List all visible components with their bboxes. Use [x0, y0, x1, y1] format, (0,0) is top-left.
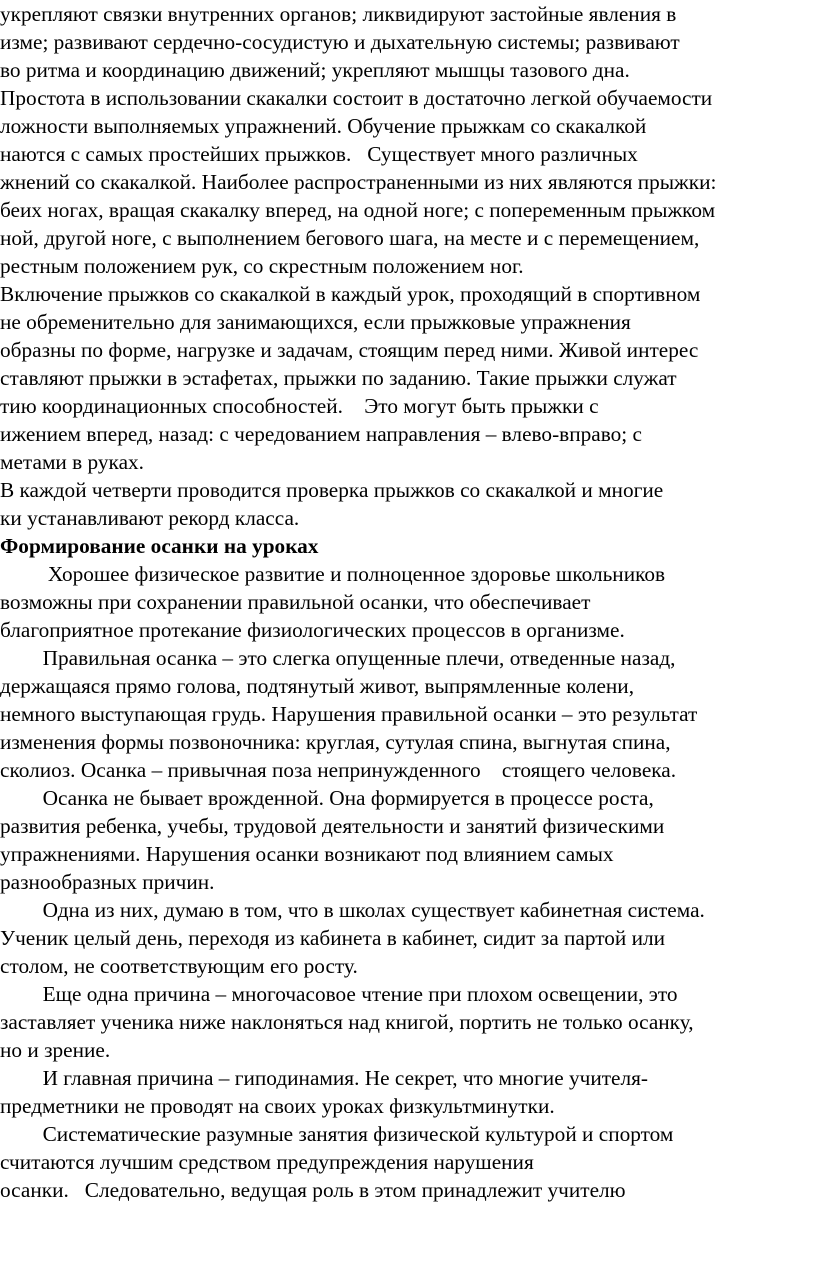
text-line: Одна из них, думаю в том, что в школах существует кабинетная система. [0, 898, 705, 922]
text-line: во ритма и координацию движений; укрепляют мышцы тазового дна. [0, 58, 630, 82]
text-line: ижением вперед, назад: с чередованием направления – влево-вправо; с [0, 422, 642, 446]
text-line: Систематические разумные занятия физической культурой и спортом [0, 1122, 674, 1146]
text-line: изменения формы позвоночника: круглая, сутулая спина, выгнутая спина, [0, 730, 671, 754]
text-line: тию координационных способностей. Это могут быть прыжки с [0, 394, 599, 418]
text-line: изме; развивают сердечно-сосудистую и дыхательную системы; развивают [0, 30, 680, 54]
text-line: но и зрение. [0, 1038, 111, 1062]
text-line: развития ребенка, учебы, трудовой деятельности и занятий физическими [0, 814, 665, 838]
text-line: Осанка не бывает врожденной. Она формируется в процессе роста, [0, 786, 654, 810]
text-line: И главная причина – гиподинамия. Не секрет, что многие учителя- [0, 1066, 649, 1090]
text-line: Хорошее физическое развитие и полноценное здоровье школьников [0, 562, 666, 586]
text-line: образны по форме, нагрузке и задачам, стоящим перед ними. Живой интерес [0, 338, 699, 362]
text-line: благоприятное протекание физиологических процессов в организме. [0, 618, 625, 642]
text-line: ставляют прыжки в эстафетах, прыжки по заданию. Такие прыжки служат [0, 366, 677, 390]
text-line: Простота в использовании скакалки состоит в достаточно легкой обучаемости [0, 86, 713, 110]
text-line: немного выступающая грудь. Нарушения правильной осанки – это результат [0, 702, 698, 726]
text-line: столом, не соответствующим его росту. [0, 954, 358, 978]
text-line: В каждой четверти проводится проверка прыжков со скакалкой и многие [0, 478, 664, 502]
text-line: Правильная осанка – это слегка опущенные плечи, отведенные назад, [0, 646, 676, 670]
text-line: беих ногах, вращая скакалку вперед, на одной ноге; с попеременным прыжком [0, 198, 716, 222]
text-line: возможны при сохранении правильной осанки, что обеспечивает [0, 590, 591, 614]
text-line: рестным положением рук, со скрестным положением ног. [0, 254, 524, 278]
text-line: не обременительно для занимающихся, если прыжковые упражнения [0, 310, 631, 334]
text-line: ной, другой ноге, с выполнением бегового шага, на месте и с перемещением, [0, 226, 700, 250]
text-line: наются с самых простейших прыжков. Существует много различных [0, 142, 638, 166]
text-line: Еще одна причина – многочасовое чтение при плохом освещении, это [0, 982, 678, 1006]
text-line: ложности выполняемых упражнений. Обучение прыжкам со скакалкой [0, 114, 647, 138]
text-line: Ученик целый день, переходя из кабинета в кабинет, сидит за партой или [0, 926, 666, 950]
text-line: метами в руках. [0, 450, 144, 474]
text-line: предметники не проводят на своих уроках физкультминутки. [0, 1094, 555, 1118]
text-line: упражнениями. Нарушения осанки возникают под влиянием самых [0, 842, 614, 866]
text-line: Включение прыжков со скакалкой в каждый урок, проходящий в спортивном [0, 282, 701, 306]
text-line: считаются лучшим средством предупреждения нарушения [0, 1150, 534, 1174]
text-line: укрепляют связки внутренних органов; ликвидируют застойные явления в [0, 2, 677, 26]
text-line: ки устанавливают рекорд класса. [0, 506, 300, 530]
text-line: заставляет ученика ниже наклоняться над книгой, портить не только осанку, [0, 1010, 694, 1034]
text-line: осанки. Следовательно, ведущая роль в этом принадлежит учителю [0, 1178, 626, 1202]
text-line: держащаяся прямо голова, подтянутый живот, выпрямленные колени, [0, 674, 635, 698]
section-heading: Формирование осанки на уроках [0, 534, 319, 558]
text-line: разнообразных причин. [0, 870, 215, 894]
text-line: сколиоз. Осанка – привычная поза непринужденного стоящего человека. [0, 758, 677, 782]
text-line: жнений со скакалкой. Наиболее распространенными из них являются прыжки: [0, 170, 717, 194]
